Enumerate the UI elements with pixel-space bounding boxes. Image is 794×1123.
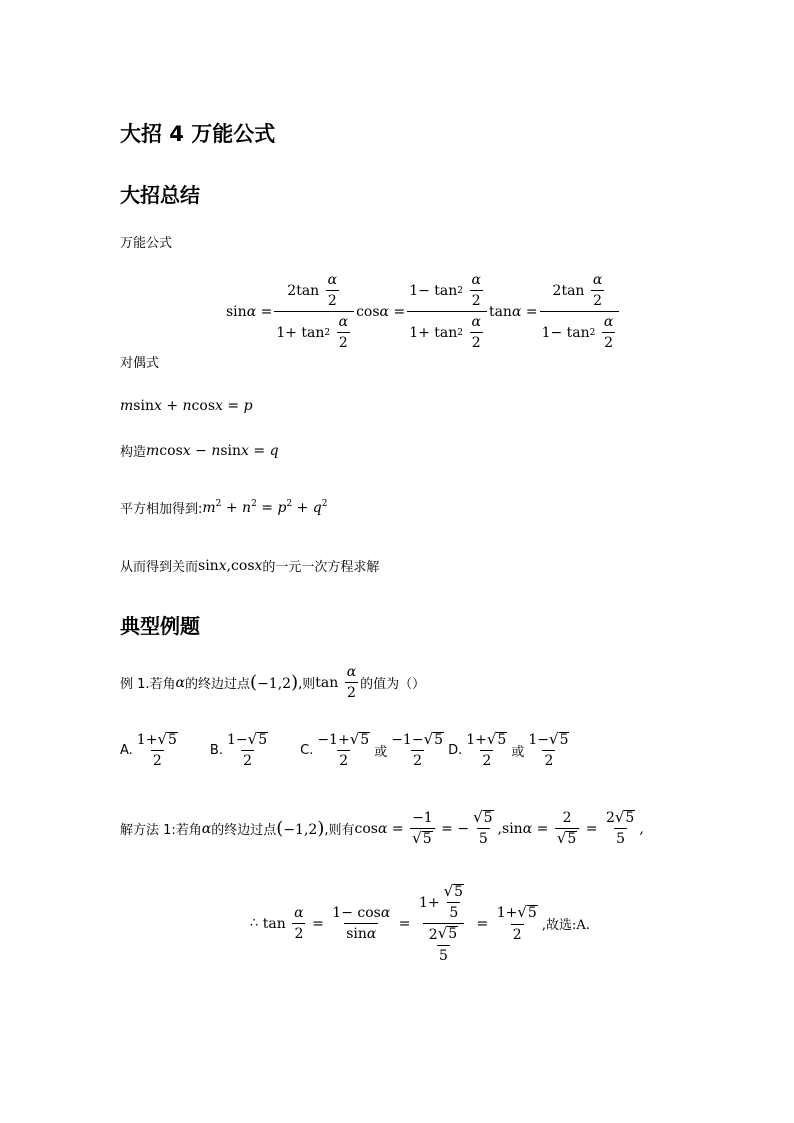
option-a[interactable]: A. 1+ √ 5 2 (120, 730, 177, 770)
or-text: 或 (374, 745, 388, 761)
solution-text-b: 的终边过点 (211, 823, 277, 839)
construct-label: 构造 (120, 445, 147, 460)
universal-formula-block: sinα = 2tan $\frac{\alpha}{2}$ 1+ tan 2 $\frac{\alpha}{2}$ cosα = 1− tan 2 $\frac{\alpha}{2}$ 1+ tan 2 $\frac{\alpha}{2}$ tanα = 2tan $\frac{\alpha}{2}$ 1− tan 2 $\frac{\alpha}{2}$ (226, 272, 621, 351)
example-text-d: 的值为（） (360, 677, 426, 692)
section-heading-summary: 大招总结 (120, 183, 200, 207)
conclusion-text-b: 的一元一次方程求解 (262, 560, 380, 575)
square-sum-line: 平方相加得到: $m^2 + n^2 = p^2 + q^2$ (120, 499, 328, 517)
dual-formula-label: 对偶式 (120, 356, 160, 371)
answer-options (120, 732, 573, 769)
option-c[interactable]: C. −1+ √ 5 2 或 −1− √ 5 2 (300, 730, 444, 770)
option-b[interactable]: B. 1− √ 5 2 (209, 730, 268, 770)
square-sum-label: 平方相加得到: (120, 502, 203, 517)
dual-equation: msinx + ncosx = p (120, 398, 253, 414)
option-d[interactable]: D. 1+ √ 5 2 或 1− √ 5 2 (448, 730, 569, 770)
solution-line-1: 解方法 1:若角 α 的终边过点 (−1,2) ,则有 cos α = −1 √ 5 = − √ 5 5 ,sin α = 2 √ 5 = 2 √ 5 5 , (120, 808, 644, 848)
example-text-a: 例 1.若角 (120, 677, 176, 692)
solution-text-a: 解方法 1:若角 (120, 823, 202, 839)
conclusion-line: 从而得到关而 sinx,cosx 的一元一次方程求解 (120, 557, 380, 575)
example-text-b: 的终边过点 (185, 677, 251, 692)
universal-formula-label: 万能公式 (120, 236, 173, 251)
choose-text: ,故选:A. (541, 918, 590, 934)
solution-text-c: ,则有 (324, 823, 355, 839)
solution-line-2: ∴ tan $\frac{\alpha}{2}$ = 1− cos α sin α = 1+ √ 5 5 2 √ 5 5 = 1+ √ 5 2 ,故选:A. (250, 882, 590, 964)
section-heading-examples: 典型例题 (120, 614, 200, 638)
page-title: 大招 4 万能公式 (120, 122, 276, 146)
or-text: 或 (511, 745, 525, 761)
construct-line: 构造 mcosx − nsinx = q (120, 442, 279, 460)
example-text-c: ,则 (298, 677, 316, 692)
conclusion-text-a: 从而得到关而 (120, 560, 199, 575)
example-1-question: 例 1.若角 α 的终边过点 (−1,2) ,则 tan $\frac{\alpha}{2}$ 的值为（） (120, 664, 426, 701)
